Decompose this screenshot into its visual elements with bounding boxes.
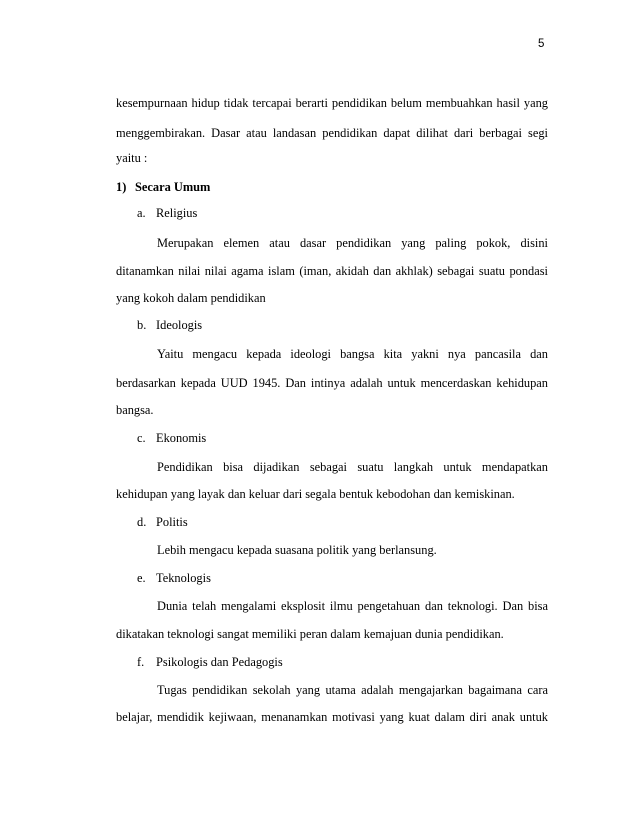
section-title: Secara Umum xyxy=(135,180,211,194)
paragraph-line: ditanamkan nilai nilai agama islam (iman, akidah dan akhlak) sebagai suatu pondasi xyxy=(116,264,548,278)
section-number: 1) xyxy=(116,180,127,194)
item-heading-psikologis: f. Psikologis dan Pedagogis xyxy=(137,655,283,669)
item-heading-ekonomis: c. Ekonomis xyxy=(137,431,207,445)
paragraph-line: Pendidikan bisa dijadikan sebagai suatu langkah untuk mendapatkan xyxy=(157,460,548,474)
paragraph-line: kehidupan yang layak dan keluar dari segala bentuk kebodohan dan kemiskinan. xyxy=(116,487,515,501)
paragraph-line: Dunia telah mengalami eksplosit ilmu pengetahuan dan teknologi. Dan bisa xyxy=(157,599,548,613)
paragraph-line: belajar, mendidik kejiwaan, menanamkan motivasi yang kuat dalam diri anak untuk xyxy=(116,710,548,724)
intro-line-2: menggembirakan. Dasar atau landasan pendidikan dapat dilihat dari berbagai segi xyxy=(116,126,548,140)
page-number: 5 xyxy=(538,38,545,50)
item-heading-religius: a. Religius xyxy=(137,206,198,220)
paragraph-line: dikatakan teknologi sangat memiliki peran dalam kemajuan dunia pendidikan. xyxy=(116,627,504,641)
paragraph-line: yang kokoh dalam pendidikan xyxy=(116,291,266,305)
item-heading-teknologis: e. Teknologis xyxy=(137,571,211,585)
item-heading-ideologis: b. Ideologis xyxy=(137,318,203,332)
intro-line-3: yaitu : xyxy=(116,151,148,165)
section-heading xyxy=(116,180,210,194)
paragraph-line: Tugas pendidikan sekolah yang utama adalah mengajarkan bagaimana cara xyxy=(157,683,548,697)
paragraph-line: berdasarkan kepada UUD 1945. Dan intinya adalah untuk mencerdaskan kehidupan xyxy=(116,376,548,390)
intro-line-1: kesempurnaan hidup tidak tercapai berarti pendidikan belum membuahkan hasil yang xyxy=(116,96,548,110)
paragraph-line: Merupakan elemen atau dasar pendidikan yang paling pokok, disini xyxy=(157,236,548,250)
item-heading-politis: d. Politis xyxy=(137,515,188,529)
paragraph-line: Lebih mengacu kepada suasana politik yang berlansung. xyxy=(157,543,437,557)
paragraph-line: bangsa. xyxy=(116,403,154,417)
paragraph-line: Yaitu mengacu kepada ideologi bangsa kita yakni nya pancasila dan xyxy=(157,347,548,361)
